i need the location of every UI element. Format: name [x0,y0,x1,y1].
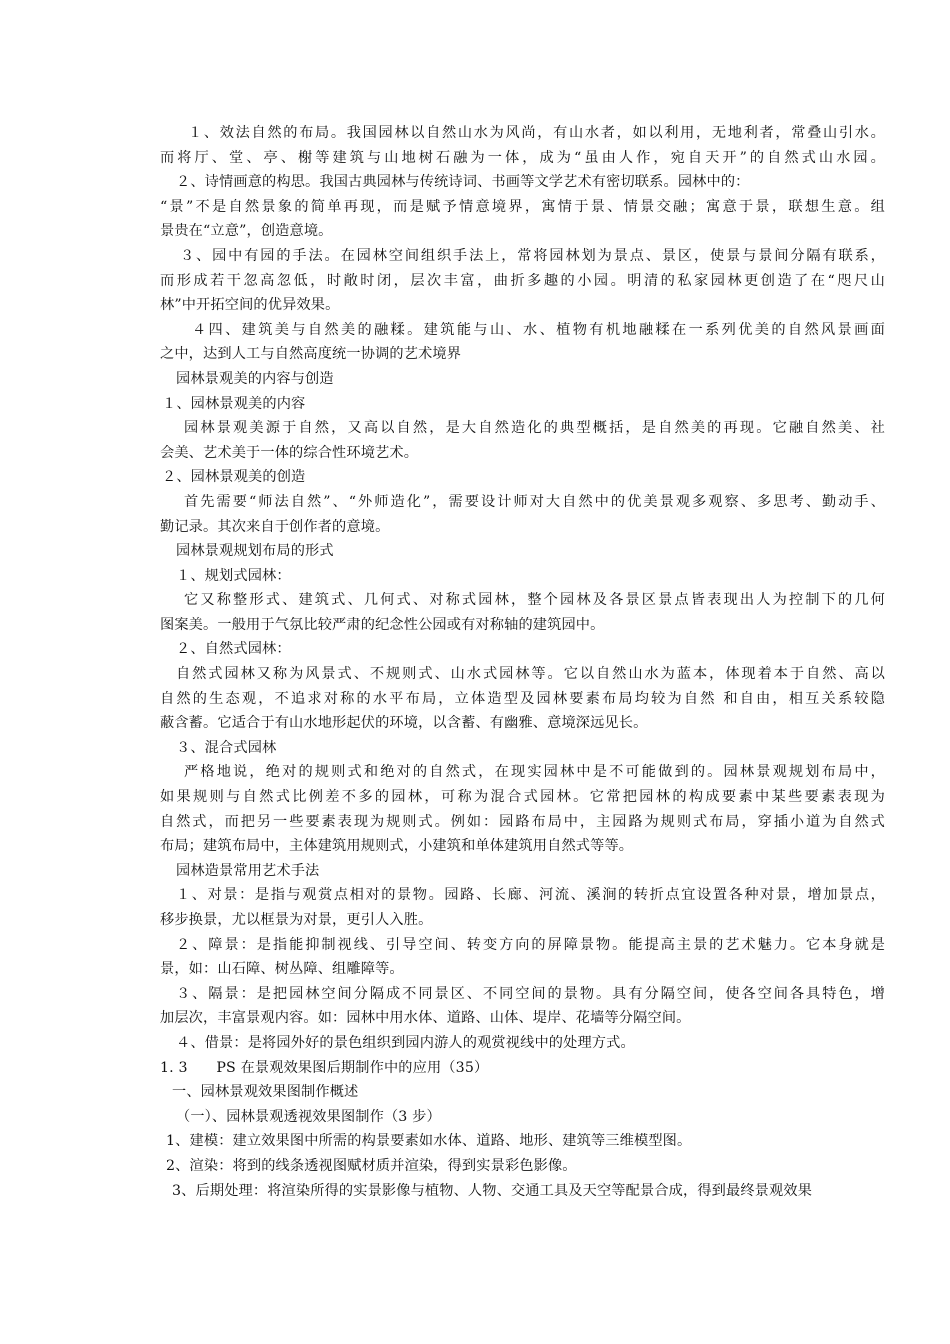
paragraph-line: 蔽含蓄。它适合于有山水地形起伏的环境，以含蓄、有幽雅、意境深远见长。 [160,715,648,732]
paragraph-line: 3、后期处理：将渲染所得的实景影像与植物、人物、交通工具及天空等配景合成，得到最终景观效果 [172,1182,813,1199]
paragraph-line: １、对景：是指与观赏点相对的景物。园路、长廊、河流、溪涧的转折点宜设置各种对景，增加景点， [176,887,885,904]
paragraph-line: 它又称整形式、建筑式、几何式、对称式园林，整个园林及各景区景点皆表现出人为控制下的几何 [184,592,885,609]
section-heading: 园林景观规划布局的形式 [176,543,334,560]
paragraph-line: 会美、艺术美于一体的综合性环境艺术。 [160,444,419,461]
paragraph-line: 景，如：山石障、树丛障、组雕障等。 [160,961,404,978]
section-heading: 一、园林景观效果图制作概述 [172,1084,359,1101]
paragraph-line: 而将厅、堂、亭、榭等建筑与山地树石融为一体，成为“虽由人作，宛自天开”的自然式山水园。 [160,149,885,166]
paragraph-line: ３、园中有园的手法。在园林空间组织手法上，常将园林划为景点、景区，使景与景间分隔有联系， [180,247,885,264]
section-heading: 园林景观美的内容与创造 [176,370,334,387]
paragraph-line: 图案美。一般用于气氛比较严肃的纪念性公园或有对称轴的建筑园中。 [160,616,605,633]
subsection-heading: １、规划式园林： [176,567,291,584]
paragraph-line: 景贵在“立意”，创造意境。 [160,223,333,240]
paragraph-line: 林”中开拓空间的优异效果。 [160,297,340,314]
paragraph-line: 严格地说，绝对的规则式和绝对的自然式，在现实园林中是不可能做到的。园林景观规划布局中， [184,764,885,781]
paragraph-line: 自然的生态观，不追求对称的水平布局，立体造型及园林要素布局均较为自然 和自由，相互关系较隐 [160,690,885,707]
paragraph-line: 而形成若干忽高忽低，时敞时闭，层次丰富，曲折多趣的小园。明清的私家园林更创造了在“咫尺山 [160,272,885,289]
paragraph-line: 如果规则与自然式比例差不多的园林，可称为混合式园林。它常把园林的构成要素中某些要素表现为 [160,789,885,806]
paragraph-line: 园林景观美源于自然，又高以自然，是大自然造化的典型概括，是自然美的再现。它融自然美、社 [184,420,885,437]
document-body [160,121,885,1203]
paragraph-line: ４、借景：是将园外好的景色组织到园内游人的观赏视线中的处理方式。 [176,1034,635,1051]
paragraph-line: ２、障景：是指能抑制视线、引导空间、转变方向的屏障景物。能提高主景的艺术魅力。它本身就是 [176,936,885,953]
chapter-heading: 1. 3 PS 在景观效果图后期制作中的应用（35） [160,1059,489,1076]
paragraph-line: ３、隔景：是把园林空间分隔成不同景区、不同空间的景物。具有分隔空间，使各空间各具特色，增 [176,985,885,1002]
paragraph-line: １、效法自然的布局。我国园林以自然山水为风尚，有山水者，如以利用，无地利者，常叠山引水。 [188,125,885,141]
paragraph-line: 自然式，而把另一些要素表现为规则式。例如：园路布局中，主园路为规则式布局，穿插小道为自然式 [160,813,885,830]
paragraph-line: ２、诗情画意的构思。我国古典园林与传统诗词、书画等文学艺术有密切联系。园林中的： [176,174,750,191]
paragraph-line: 加层次，丰富景观内容。如：园林中用水体、道路、山体、堤岸、花墙等分隔空间。 [160,1010,691,1027]
paragraph-line: 移步换景，尤以框景为对景，更引人入胜。 [160,912,433,928]
paragraph-line: 1、建模：建立效果图中所需的构景要素如水体、道路、地形、建筑等三维模型图。 [166,1133,692,1150]
paragraph-line: 布局；建筑布局中，主体建筑用规则式，小建筑和单体建筑用自然式等等。 [160,838,634,855]
paragraph-line: “景”不是自然景象的简单再现，而是赋予情意境界，寓情于景、情景交融；寓意于景，联想生意。组 [160,198,885,215]
section-heading: 园林造景常用艺术手法 [176,862,320,879]
paragraph-line: 之中，达到人工与自然高度统一协调的艺术境界 [160,346,462,363]
paragraph-line: ４四、建筑美与自然美的融糅。建筑能与山、水、植物有机地融糅在一系列优美的自然风景画面 [192,321,885,338]
paragraph-line: 首先需要“师法自然”、“外师造化”，需要设计师对大自然中的优美景观多观察、多思考、勤动手、 [184,493,885,510]
subsection-heading: （一）、园林景观透视效果图制作（3 步） [176,1108,441,1125]
paragraph-line: 自然式园林又称为风景式、不规则式、山水式园林等。它以自然山水为蓝本，体现着本于自然、高以 [176,666,885,683]
subsection-heading: ３、混合式园林 [176,739,277,756]
paragraph-line: 2、渲染：将到的线条透视图赋材质并渲染，得到实景彩色影像。 [166,1157,577,1174]
subsection-heading: ２、自然式园林： [176,641,291,658]
subsection-heading: ２、园林景观美的创造 [162,469,306,486]
subsection-heading: １、园林景观美的内容 [162,395,306,412]
paragraph-line: 勤记录。其次来自于创作者的意境。 [160,518,390,535]
